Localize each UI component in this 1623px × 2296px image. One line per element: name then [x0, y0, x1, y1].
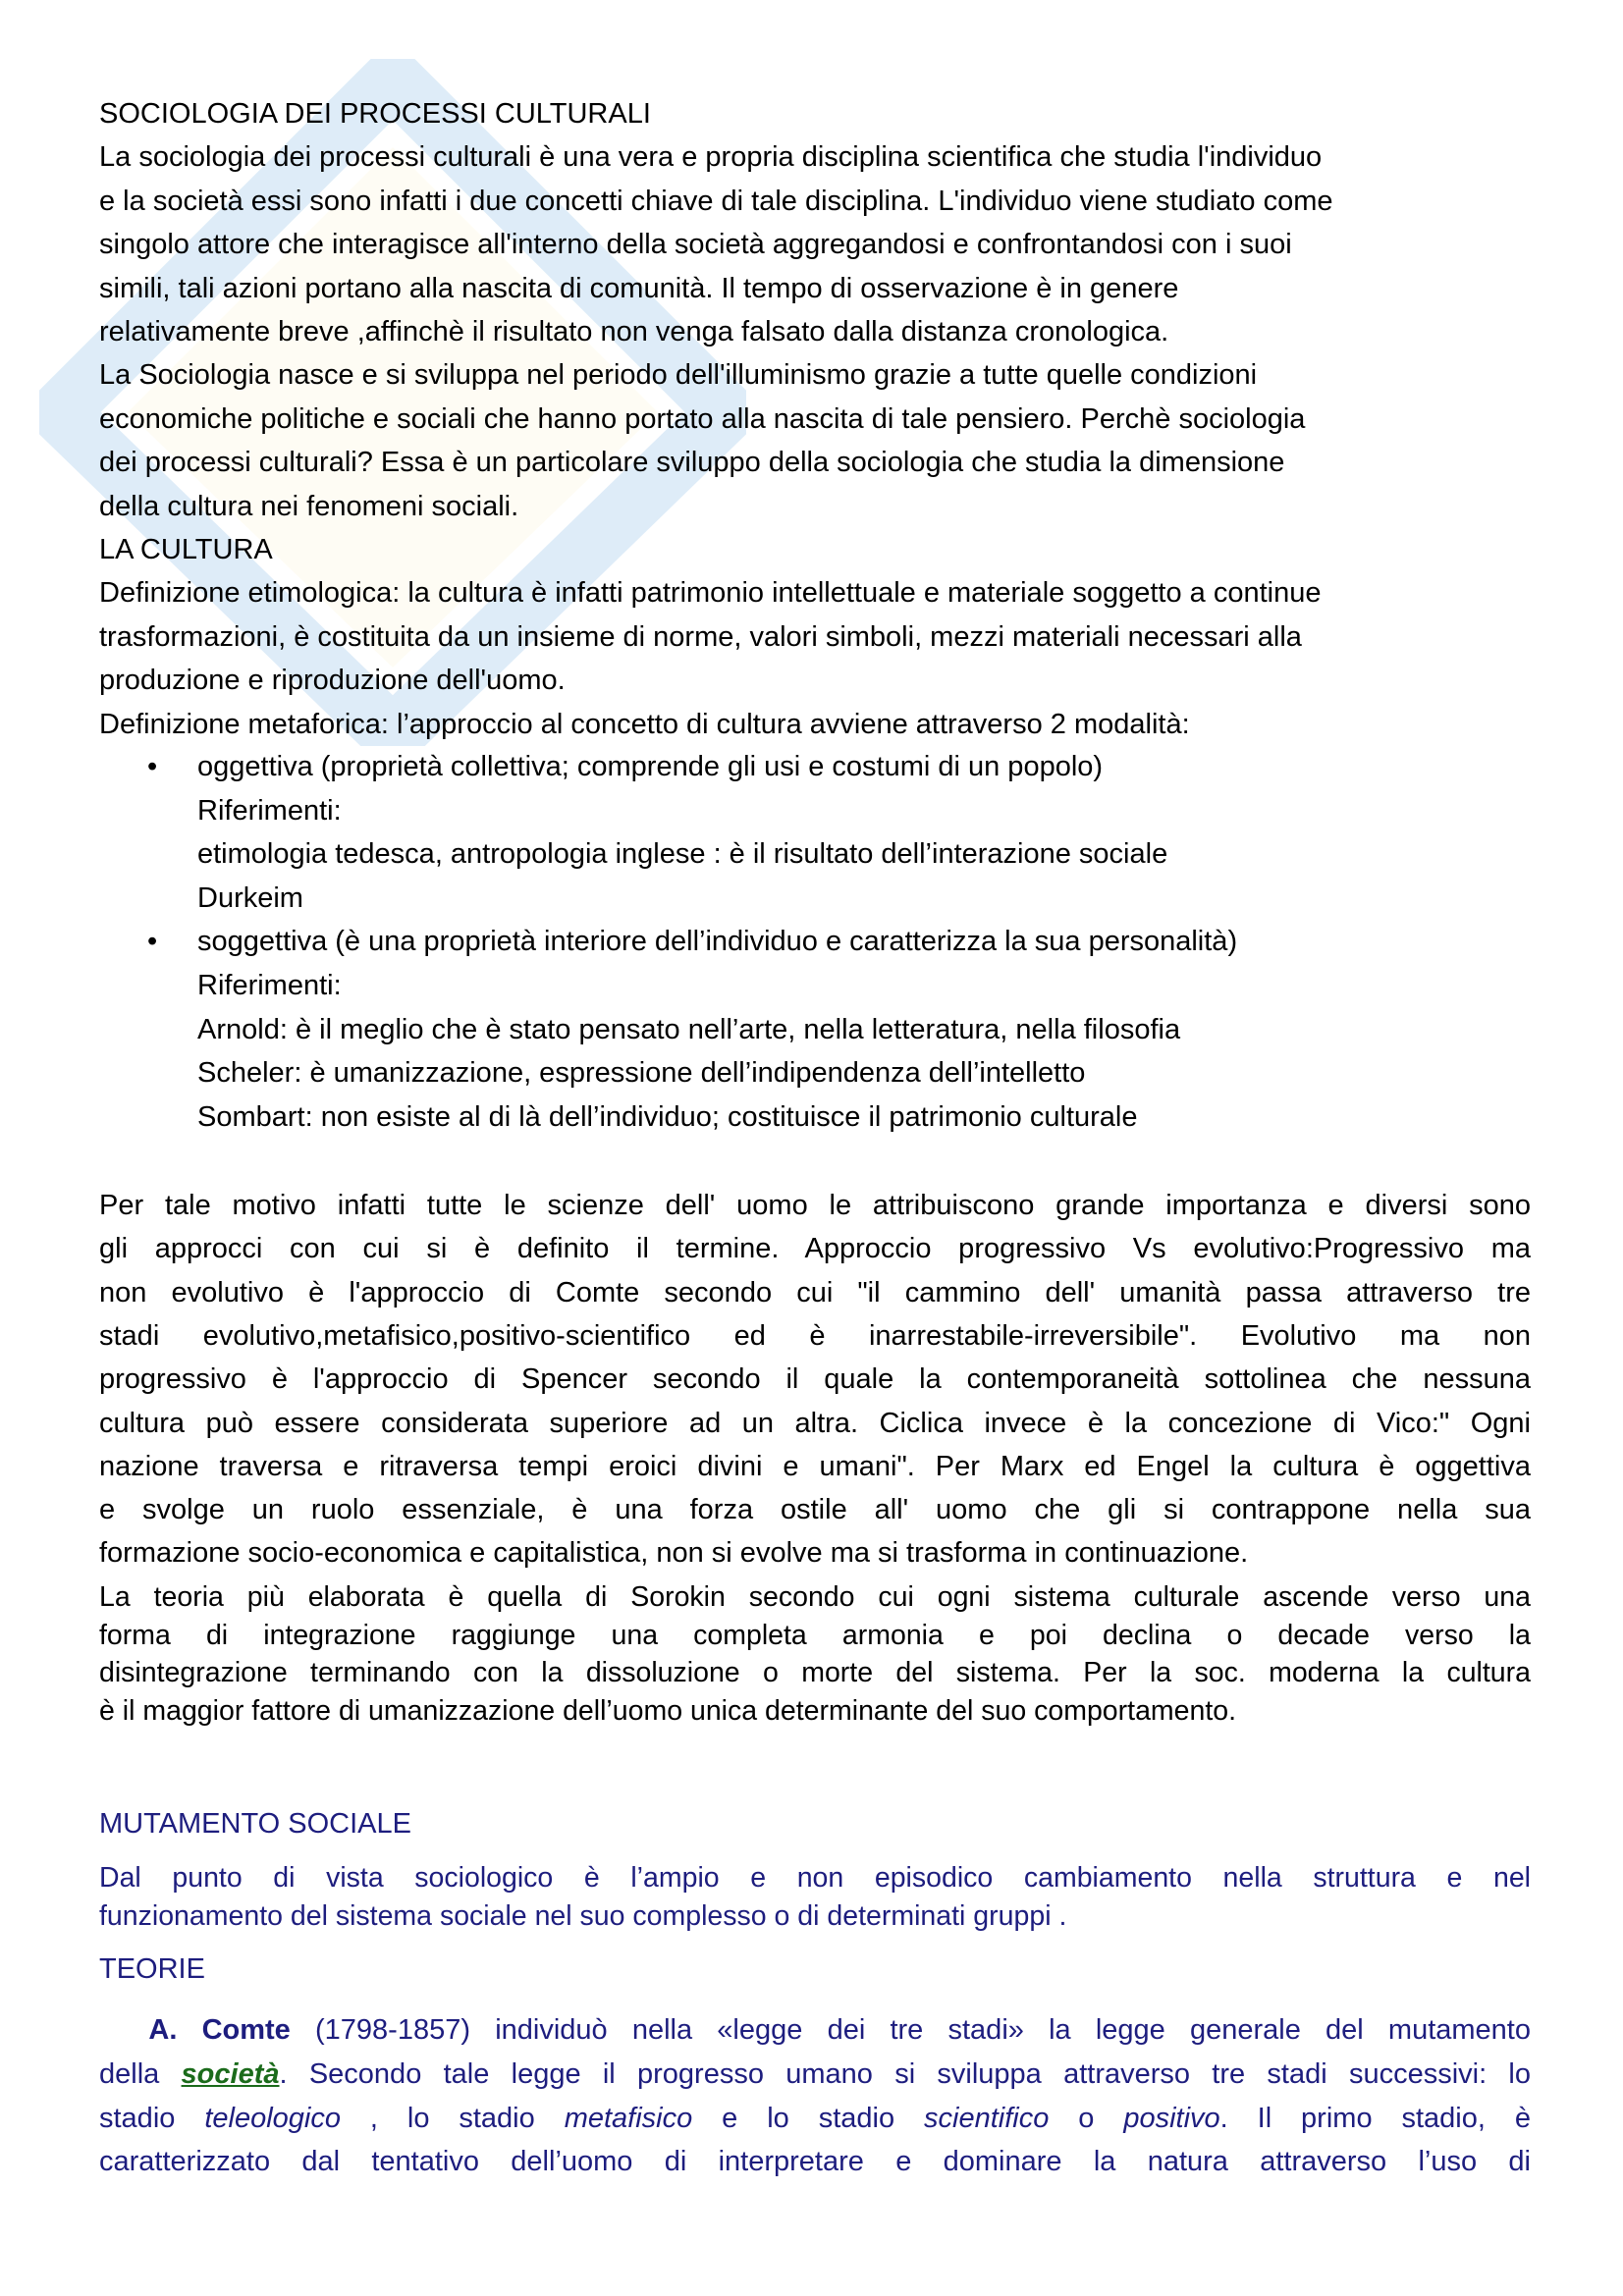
text: o — [1049, 2103, 1124, 2134]
text-line: produzione e riproduzione dell'uomo. — [99, 665, 566, 697]
mutamento-line: funzionamento del sistema sociale nel suo complesso o di determinati gruppi . — [99, 1900, 1067, 1932]
bullet-line: Sombart: non esiste al di là dell’individuo; costituisce il patrimonio culturale — [197, 1100, 1138, 1133]
text-line: relativamente breve ,affinchè il risultato non venga falsato dalla distanza cronologica. — [99, 316, 1169, 347]
paragraph-line: non evolutivo è l'approccio di Comte secondo cui "il cammino dell' umanità passa attraverso tre — [99, 1276, 1531, 1308]
bullet-icon: • — [147, 926, 158, 958]
paragraph-line: e svolge un ruolo essenziale, è una forza ostile all' uomo che gli si contrappone nella sua — [99, 1494, 1531, 1526]
bullet-line: oggettiva (proprietà collettiva; comprende gli usi e costumi di un popolo) — [197, 751, 1104, 782]
paragraph-line: gli approcci con cui si è definito il termine. Approccio progressivo Vs evolutivo:Progressivo ma — [99, 1233, 1531, 1265]
text: . Secondo tale legge il progresso umano si sviluppa attraverso tre stadi successivi: lo — [279, 2058, 1531, 2090]
bullet-line: etimologia tedesca, antropologia inglese : è il risultato dell’interazione sociale — [197, 838, 1168, 871]
paragraph-line: Per tale motivo infatti tutte le scienze dell' uomo le attribuiscono grande importanza e diversi sono — [99, 1190, 1531, 1221]
text: metafisico — [564, 2103, 693, 2134]
bullet-line: Durkeim — [197, 881, 303, 914]
paragraph-line: cultura può essere considerata superiore ad un altra. Ciclica invece è la concezione di Vico:" Ogni — [99, 1407, 1531, 1439]
bullet-line: Scheler: è umanizzazione, espressione dell’indipendenza dell’intelletto — [197, 1057, 1086, 1090]
comte-line-2 — [99, 2055, 1531, 2094]
text-line: singolo attore che interagisce all'interno della società aggregandosi e confrontandosi con i suoi — [99, 229, 1292, 261]
bullet-line: Arnold: è il meglio che è stato pensato nell’arte, nella letteratura, nella filosofia — [197, 1013, 1181, 1045]
heading-teorie: TEORIE — [99, 1953, 205, 1985]
text-line: simili, tali azioni portano alla nascita di comunità. Il tempo di osservazione è in genere — [99, 272, 1179, 304]
comte-name: A. Comte — [148, 2014, 291, 2046]
societa-link[interactable]: società — [181, 2058, 280, 2090]
text: , lo stadio — [340, 2103, 565, 2134]
paragraph-line: è il maggior fattore di umanizzazione dell’uomo unica determinante del suo comportamento. — [99, 1694, 1237, 1727]
text: positivo — [1123, 2103, 1220, 2134]
text-line: trasformazioni, è costituita da un insieme di norme, valori simboli, mezzi materiali necessari alla — [99, 620, 1302, 653]
text: scientifico — [924, 2103, 1050, 2134]
text-line: dei processi culturali? Essa è un particolare sviluppo della sociologia che studia la dimensione — [99, 447, 1285, 479]
mutamento-line: Dal punto di vista sociologico è l’ampio e non episodico cambiamento nella struttura e nel — [99, 1862, 1531, 1894]
text: stadio — [99, 2103, 205, 2134]
bullet-line: Riferimenti: — [197, 794, 342, 827]
text-line: Definizione metaforica: l’approccio al concetto di cultura avviene attraverso 2 modalità: — [99, 708, 1190, 740]
text: (1798-1857) individuò nella «legge dei tre stadi» la legge generale del mutamento — [290, 2014, 1531, 2046]
paragraph-line: disintegrazione terminando con la dissoluzione o morte del sistema. Per la soc. moderna la cultura — [99, 1657, 1531, 1689]
bullet-line: Riferimenti: — [197, 970, 342, 1001]
text-line: La Sociologia nasce e si sviluppa nel periodo dell'illuminismo grazie a tutte quelle condizioni — [99, 359, 1258, 392]
page-title: SOCIOLOGIA DEI PROCESSI CULTURALI — [99, 98, 651, 130]
comte-line-1 — [99, 2010, 1531, 2050]
text-line: La sociologia dei processi culturali è una vera e propria disciplina scientifica che studia l'individuo — [99, 141, 1323, 174]
paragraph-line: stadi evolutivo,metafisico,positivo-scientifico ed è inarrestabile-irreversibile". Evolutivo ma non — [99, 1319, 1531, 1352]
text-line: economiche politiche e sociali che hanno portato alla nascita di tale pensiero. Perchè sociologia — [99, 402, 1306, 435]
bullet-line: soggettiva (è una proprietà interiore dell’individuo e caratterizza la sua personalità) — [197, 926, 1238, 958]
comte-line-4: caratterizzato dal tentativo dell’uomo di interpretare e dominare la natura attraverso l’uso di — [99, 2146, 1531, 2177]
text-line: della cultura nei fenomeni sociali. — [99, 490, 519, 522]
paragraph-line: formazione socio-economica e capitalistica, non si evolve ma si trasforma in continuazione. — [99, 1537, 1249, 1570]
paragraph-line: progressivo è l'approccio di Spencer secondo il quale la contemporaneità sottolinea che nessuna — [99, 1363, 1531, 1396]
text-line: e la società essi sono infatti i due concetti chiave di tale disciplina. L'individuo viene studiato come — [99, 185, 1333, 217]
heading-mutamento-sociale: MUTAMENTO SOCIALE — [99, 1808, 411, 1840]
paragraph-line: nazione traversa e ritraversa tempi eroici divini e umani". Per Marx ed Engel la cultura è oggettiva — [99, 1450, 1531, 1482]
paragraph-line: forma di integrazione raggiunge una completa armonia e poi declina o decade verso la — [99, 1619, 1531, 1651]
bullet-icon: • — [147, 751, 158, 782]
text-line: Definizione etimologica: la cultura è infatti patrimonio intellettuale e materiale soggetto a continue — [99, 577, 1322, 610]
text: teleologico — [204, 2103, 341, 2134]
text: della — [99, 2058, 182, 2090]
comte-line-3 — [99, 2099, 1531, 2138]
text: e lo stadio — [692, 2103, 925, 2134]
paragraph-line: La teoria più elaborata è quella di Sorokin secondo cui ogni sistema culturale ascende verso una — [99, 1581, 1531, 1613]
text: . Il primo stadio, è — [1219, 2103, 1531, 2134]
heading-la-cultura: LA CULTURA — [99, 534, 273, 565]
